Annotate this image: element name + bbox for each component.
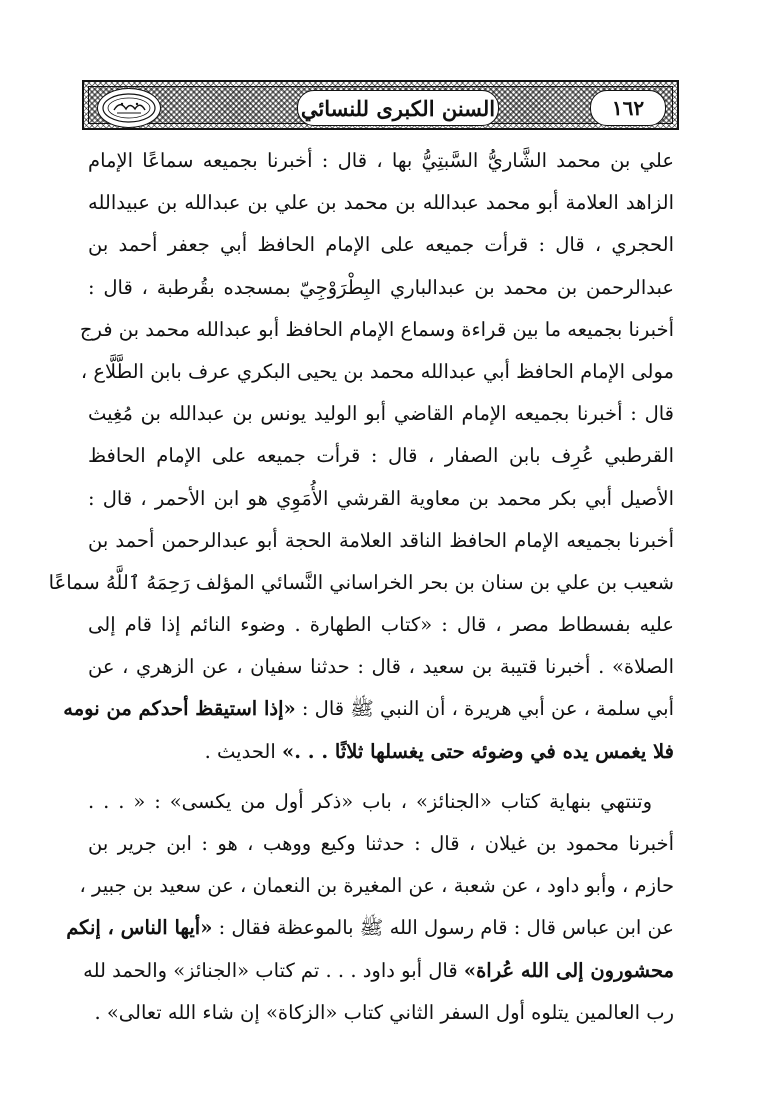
- text-line: حازم ، وأبو داود ، عن شعبة ، عن المغيرة بن النعمان ، عن سعيد بن جبير ،: [79, 874, 674, 898]
- page-body-text: [48, 140, 674, 1034]
- text-line: [83, 950, 674, 992]
- text-line: علي بن محمد الشَّاريُّ السَّبتِيُّ بها ، قال : أخبرنا بجميعه سماعًا الإمام: [88, 149, 674, 172]
- paragraph-separator: [88, 773, 674, 781]
- text-line: [66, 907, 674, 949]
- text-line-tail: قال أبو داود . . . تم كتاب «الجنائز» والحمد لله: [83, 958, 464, 982]
- text-line: الحجري ، قال : قرأت جميعه على الإمام الحافظ أبي جعفر أحمد بن: [88, 233, 674, 257]
- text-line: أخبرنا بجميعه ما بين قراءة وسماع الإمام الحافظ أبو عبدالله محمد بن فرج: [79, 317, 674, 341]
- text-line: الزاهد العلامة أبو محمد عبدالله بن محمد بن علي بن عبدالله بن عبيدالله: [88, 191, 674, 215]
- publisher-logo-seal: [97, 88, 161, 128]
- book-title: السنن الكبرى للنسائي: [300, 95, 496, 121]
- publisher-logo-icon: [100, 92, 158, 124]
- text-line: أخبرنا بجميعه الإمام الحافظ الناقد العلامة الحجة أبو عبدالرحمن أحمد بن: [88, 528, 674, 552]
- header-ornament-frame: [88, 86, 673, 124]
- page-header-banner: [82, 80, 679, 130]
- text-line: عبدالرحمن بن محمد بن عبدالباري البِطْرَوْجِيّ بمسجده بقُرطبة ، قال :: [88, 275, 674, 299]
- text-line: القرطبي عُرِف بابن الصفار ، قال : قرأت جميعه على الإمام الحافظ: [88, 444, 674, 468]
- text-line-start: أبي سلمة ، عن أبي هريرة ، أن النبي ﷺ قال :: [295, 697, 674, 721]
- page-number: ١٦٢: [590, 90, 666, 126]
- text-line: شعيب بن علي بن سنان بن بحر الخراساني النَّسائي المؤلف رَحِمَهُ ٱللَّهُ سماعًا: [48, 570, 674, 594]
- text-line: رب العالمين يتلوه أول السفر الثاني كتاب «الزكاة» إن شاء الله تعالى» .: [94, 1000, 674, 1024]
- hadith-quote-end: فلا يغمس يده في وضوئه حتى يغسلها ثلاثًا . . .»: [282, 739, 674, 763]
- book-title-cartouche: [297, 90, 499, 126]
- hadith-quote-start: «أيها الناس ، إنكم: [66, 916, 213, 940]
- text-line: عليه بفسطاط مصر ، قال : «كتاب الطهارة . وضوء النائم إذا قام إلى: [88, 613, 674, 637]
- text-line: قال : أخبرنا بجميعه الإمام القاضي أبو الوليد يونس بن عبدالله بن مُغِيث: [88, 402, 674, 426]
- text-line: الأصيل أبي بكر محمد بن معاوية القرشي الأُمَوِي هو ابن الأحمر ، قال :: [88, 486, 674, 510]
- text-line: الصلاة» . أخبرنا قتيبة بن سعيد ، قال : حدثنا سفيان ، عن الزهري ، عن: [88, 655, 674, 679]
- text-line: وتنتهي بنهاية كتاب «الجنائز» ، باب «ذكر أول من يكسى» : « . . .: [88, 789, 652, 813]
- text-line-tail: الحديث .: [204, 739, 282, 763]
- hadith-quote-end: محشورون إلى الله عُراة»: [463, 958, 674, 982]
- text-line-start: عن ابن عباس قال : قام رسول الله ﷺ بالموعظة فقال :: [212, 916, 674, 940]
- hadith-quote-start: «إذا استيقظ أحدكم من نومه: [63, 697, 296, 721]
- text-line: [88, 731, 674, 773]
- text-line: مولى الإمام الحافظ أبي عبدالله محمد بن يحيى البكري عرف بابن الطَّلَّاع ،: [80, 359, 674, 383]
- text-line: أخبرنا محمود بن غيلان ، قال : حدثنا وكيع ووهب ، هو : ابن جرير بن: [88, 832, 674, 855]
- text-line: [63, 688, 674, 730]
